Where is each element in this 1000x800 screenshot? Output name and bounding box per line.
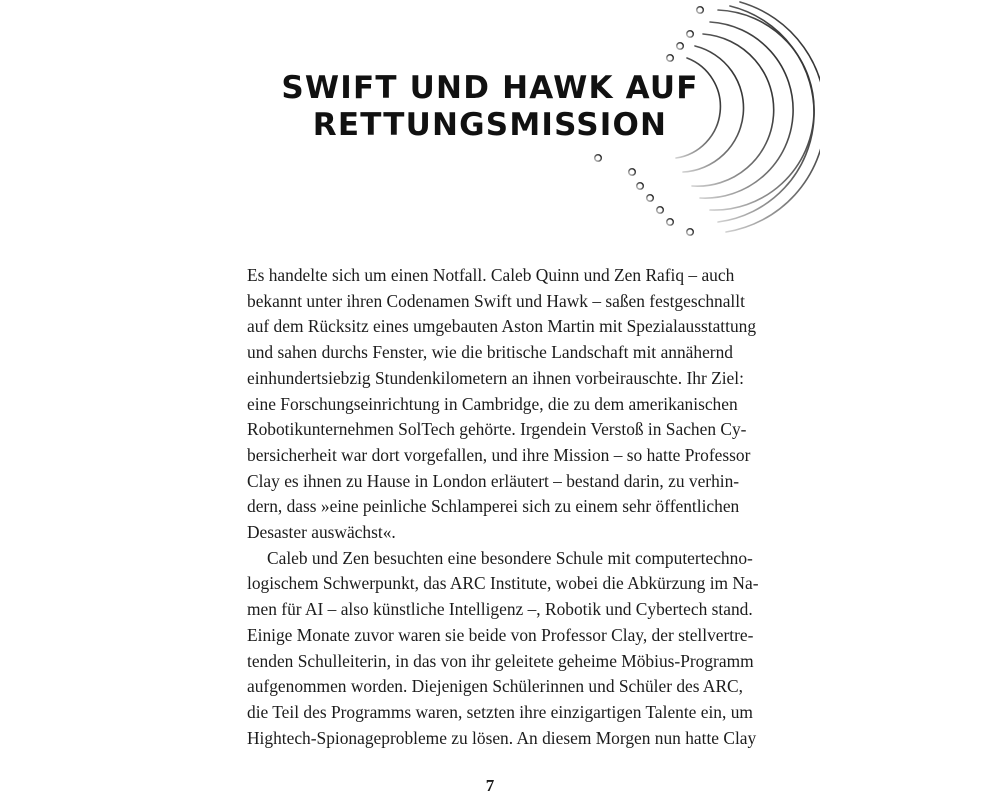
chapter-title-line-2: RETTUNGSMISSION (312, 107, 668, 143)
text-line: men für AI – also künstliche Intelligenz –, Robotik und Cybertech stand. (247, 599, 753, 620)
text-line: auf dem Rücksitz eines umgebauten Aston Martin mit Spezialausstattung (247, 316, 757, 337)
text-line: logischem Schwerpunkt, das ARC Institute, wobei die Abkürzung im Na- (247, 573, 759, 594)
paragraph-1 (247, 263, 757, 546)
text-line: bersicherheit war dort vorgefallen, und ihre Mission – so hatte Professor (247, 444, 751, 465)
text-line: tenden Schulleiterin, in das von ihr geleitete geheime Möbius-Programm (247, 650, 754, 671)
text-line: Robotikunternehmen SolTech gehörte. Irgendein Verstoß in Sachen Cy- (247, 419, 747, 440)
text-line: dern, dass »eine peinliche Schlamperei sich zu einem sehr öffentlichen (247, 496, 740, 517)
paragraph-2 (247, 546, 759, 752)
text-line: die Teil des Programms waren, setzten ihre einzigartigen Talente ein, um (247, 701, 753, 722)
text-line: aufgenommen worden. Diejenigen Schülerinnen und Schüler des ARC, (247, 676, 744, 697)
text-line: Einige Monate zuvor waren sie beide von Professor Clay, der stellvertre- (247, 624, 754, 645)
text-line: Desaster auswächst«. (247, 522, 396, 543)
body-text (247, 263, 759, 751)
chapter-title (270, 70, 710, 144)
chapter-title-line-1: SWIFT UND HAWK AUF (281, 70, 699, 106)
text-line: und sahen durchs Fenster, wie die britische Landschaft mit annähernd (247, 342, 733, 363)
text-line: Caleb und Zen besuchten eine besondere Schule mit computertechno- (267, 547, 753, 568)
text-line: Es handelte sich um einen Notfall. Caleb Quinn und Zen Rafiq – auch (247, 265, 735, 285)
text-line: Hightech-Spionageprobleme zu lösen. An diesem Morgen nun hatte Clay (247, 727, 757, 748)
page-number: 7 (485, 776, 495, 795)
text-line: einhundertsiebzig Stundenkilometern an ihnen vorbeirauschte. Ihr Ziel: (247, 367, 744, 388)
text-line: Clay es ihnen zu Hause in London erläutert – bestand darin, zu verhin- (247, 470, 740, 491)
text-line: bekannt unter ihren Codenamen Swift und Hawk – saßen festgeschnallt (247, 290, 745, 311)
text-line: eine Forschungseinrichtung in Cambridge, die zu dem amerikanischen (247, 393, 738, 414)
